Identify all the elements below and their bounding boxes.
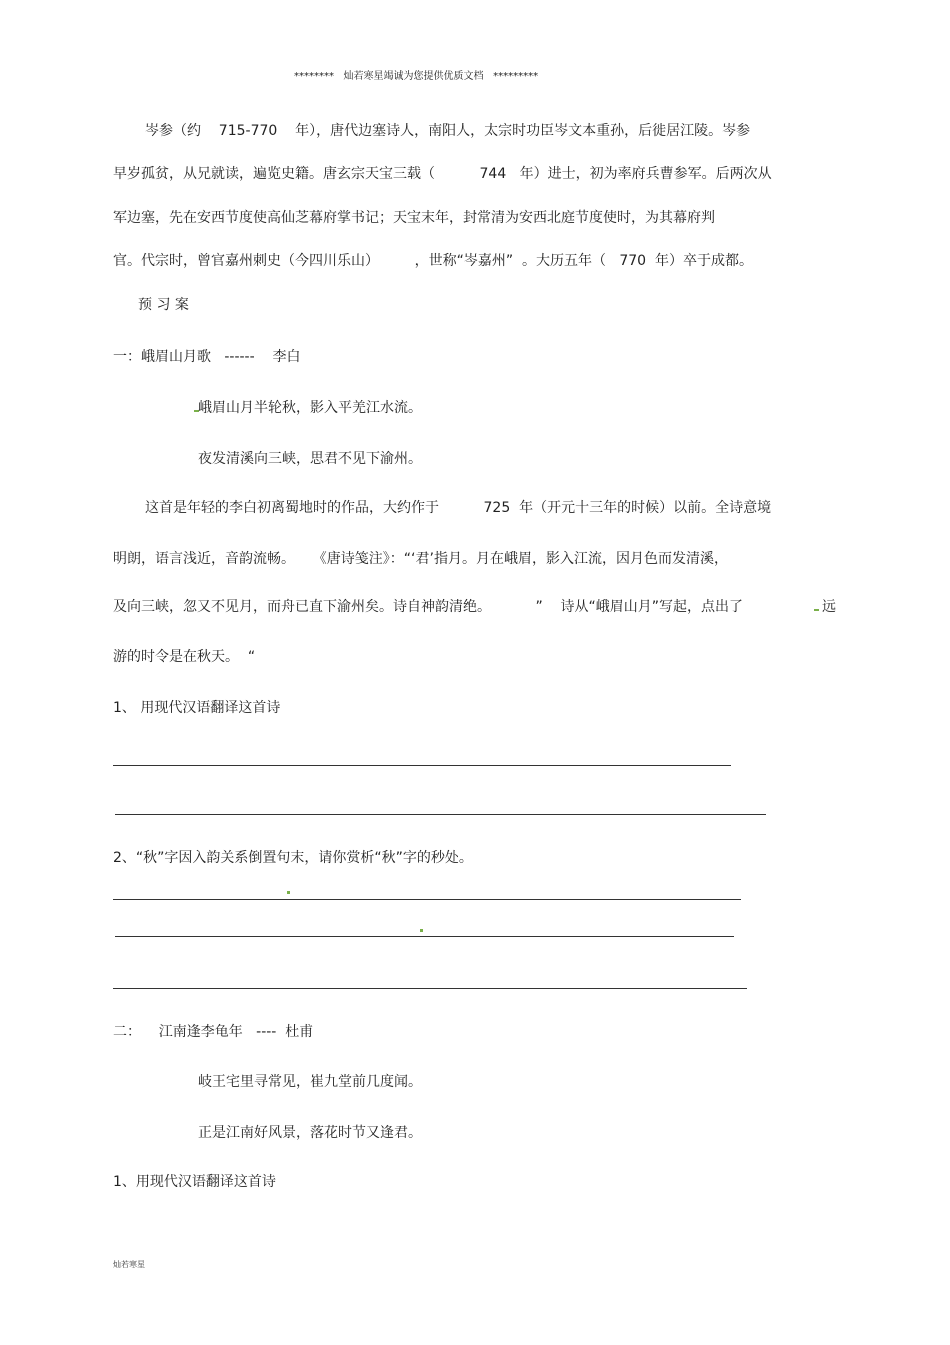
intro-line-4: 官。代宗时，曾官嘉州刺史（今四川乐山） ，世称“岑嘉州” 。大历五年（ 770 年）卒于成都。 [113, 253, 753, 269]
intro-line-3: 军边塞，先在安西节度使高仙芝幕府掌书记；天宝末年，封常清为安西北庭节度使时，为其幕府判 [113, 210, 715, 226]
commentary-line-1: 这首是年轻的李白初离蜀地时的作品，大约作于 725 年（开元十三年的时候）以前。全诗意境 [145, 500, 772, 516]
commentary-line-3: 及向三峡，忽又不见月，而舟已直下渝州矣。诗自神韵清绝。 ” 诗从“峨眉山月”写起，点出了 [113, 599, 744, 615]
question-3-label: 1、用现代汉语翻译这首诗 [113, 1174, 276, 1190]
section-title: 预 习 案 [138, 297, 189, 313]
commentary-line-4: 游的时令是在秋天。 “ [113, 649, 256, 665]
intro-line-2: 早岁孤贫，从兄就读，遍览史籍。唐玄宗天宝三载（ 744 年）进士，初为率府兵曹参军。后两次从 [113, 166, 772, 182]
question-2-label: 2、“秋”字因入韵关系倒置句末，请你赏析“秋”字的秒处。 [113, 850, 473, 866]
answer-line [113, 899, 741, 900]
poem2-heading: 二： 江南逢李龟年 ---- 杜甫 [113, 1024, 314, 1040]
poem1-line-2: 夜发清溪向三峡，思君不见下渝州。 [198, 451, 422, 467]
edit-mark [420, 929, 423, 932]
page-footer: 灿若寒星 [113, 1260, 145, 1269]
edit-mark [814, 609, 819, 611]
edit-mark [287, 891, 290, 894]
question-1-label: 1、 用现代汉语翻译这首诗 [113, 700, 281, 716]
answer-line [115, 814, 766, 815]
commentary-line-2: 明朗，语言浅近，音韵流畅。 《唐诗笺注》：“‘君’指月。月在峨眉，影入江流，因月色而发清溪， [113, 551, 728, 567]
answer-line [113, 988, 747, 989]
page-header: ******** 灿若寒星竭诚为您提供优质文档 ********* [294, 71, 539, 82]
poem1-line-1: 峨眉山月半轮秋，影入平羌江水流。 [198, 400, 422, 416]
poem2-line-2: 正是江南好风景，落花时节又逢君。 [198, 1125, 422, 1141]
answer-line [113, 765, 731, 766]
commentary-line-3-end: 远 [822, 599, 836, 615]
poem1-heading: 一：峨眉山月歌 ------ 李白 [113, 349, 301, 365]
intro-line-1: 岑参（约 715-770 年），唐代边塞诗人，南阳人，太宗时功臣岑文本重孙，后徙居江陵。岑参 [145, 123, 751, 139]
poem2-line-1: 岐王宅里寻常见，崔九堂前几度闻。 [198, 1074, 422, 1090]
answer-line [115, 936, 734, 937]
